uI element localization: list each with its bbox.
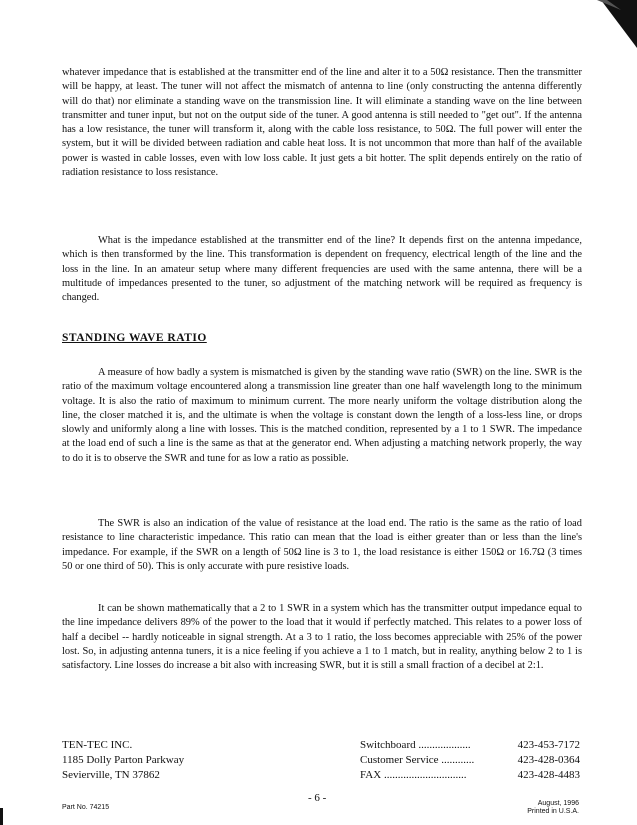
print-date-block (527, 800, 579, 816)
phone-number: 423-428-4483 (517, 769, 580, 781)
page-number: - 6 - (308, 792, 327, 804)
paragraph-impedance-question: What is the impedance established at the transmitter end of the line? It depends first on the antenna impedance, which is then transformed by the line. This transformation is dependent on frequency, electrical length of the line and the loss in the line. In an amateur setup where many different frequencies are used with the same antenna, there will be a multitude of impedances presented to the tuner, so adjustment of the matching network will be required as frequency is changed. (62, 235, 582, 304)
phone-label: FAX .............................. (360, 769, 467, 781)
printed-in: Printed in U.S.A. (527, 808, 579, 815)
paragraph-swr-load-resistance: The SWR is also an indication of the value of resistance at the load end. The ratio is the same as the ratio of load resistance to line characteristic impedance. This ratio can mean that the load is either greater than or less than the line's impedance. For example, if the SWR on a length of 50Ω line is 3 to 1, the load resistance is either 150Ω or 16.7Ω (3 times 50 or one third of 50). This is only accurate with pure resistive loads. (62, 518, 582, 572)
address-line-2: Sevierville, TN 37862 (62, 769, 160, 781)
part-number: Part No. 74215 (62, 804, 110, 811)
address-line-1: 1185 Dolly Parton Parkway (62, 754, 185, 766)
phone-row-switchboard (360, 738, 580, 753)
phone-label: Customer Service ............ (360, 754, 475, 766)
paragraph-swr-power-loss: It can be shown mathematically that a 2 to 1 SWR in a system which has the transmitter output impedance equal to the line impedance delivers 89% of the power to the load that it would if perfectly matched. This relates to a power loss of half a decibel -- hardly noticeable in signal strength. At a 3 to 1 ratio, the loss becomes appreciable with 25% of the power lost. So, in adjusting antenna tuners, it is a nice feeling if you achieve a 1 to 1 match, but in reality, anything below 2 to 1 is satisfactory. Line losses do increase a bit also with increasing SWR, but it is still a small fraction of a decibel at 2:1. (62, 603, 582, 672)
paragraph-swr-measure: A measure of how badly a system is mismatched is given by the standing wave ratio (SWR) on the line. SWR is the ratio of the maximum voltage encountered along a transmission line greater than one half wavelength long to the minimum voltage. It is also the ratio of maximum to minimum current. The more nearly uniform the voltage distribution along the line, the closer matched it is, and the ultimate is when the voltage is constant down the length of a loss-less line, or drops slowly and uniformly along a line with losses. This is the matched condition, represented by a 1 to 1 SWR. The impedance at the load end of such a line is the same as that at the generator end. When adjusting a matching network properly, the way to do it is to observe the SWR and tune for as low a ratio as possible. (62, 367, 582, 464)
company-address (62, 738, 184, 783)
scan-edge-mark (0, 808, 3, 825)
page-corner-mark (597, 0, 637, 48)
section-heading-swr: STANDING WAVE RATIO (62, 332, 207, 344)
phone-row-customer-service (360, 753, 580, 768)
phone-number: 423-428-0364 (517, 754, 580, 766)
paragraph-tuner-transform: whatever impedance that is established at the transmitter end of the line and alter it to a 50Ω resistance. Then the transmitter will be happy, at least. The tuner will not affect the mismatch of antenna to line (only constructing the antenna differently will do that) nor eliminate a standing wave on the transmission line. It will eliminate a standing wave on the line between transmitter and tuner input, but not on the output side of the tuner. A good antenna is still needed to "get out". If the antenna has a low resistance, the tuner will transform it, along with the cable loss resistance, to 50Ω. The full power will enter the system, but it will be divided between radiation and cable heat loss. It is not uncommon that more than half of the available power is wasted in cable losses, even with low loss cable. It just gets a bit hotter. The split depends entirely on the ratio of radiation resistance to loss resistance. (62, 67, 582, 179)
phone-row-fax (360, 768, 580, 783)
company-name: TEN-TEC INC. (62, 739, 133, 751)
phone-directory (360, 738, 580, 783)
print-date: August, 1996 (537, 800, 579, 807)
phone-number: 423-453-7172 (517, 739, 580, 751)
phone-label: Switchboard ................... (360, 739, 471, 751)
